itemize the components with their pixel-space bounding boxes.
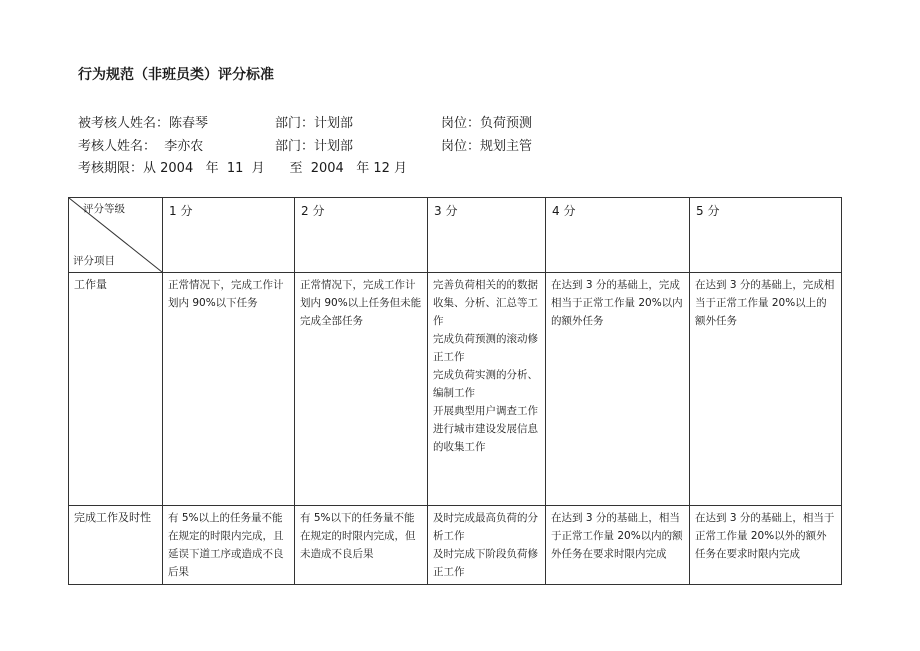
score-3-line: 完善负荷相关的的数据收集、分析、汇总等工作: [433, 279, 538, 327]
assessor-post: 岗位：规划主管: [441, 139, 533, 154]
score-3-cell: [428, 273, 546, 506]
assessee-name: 被考核人姓名：陈春琴: [78, 116, 209, 131]
score-3-line: 完成负荷预测的滚动修正工作: [433, 333, 538, 363]
score-3-line: 及时完成下阶段负荷修正工作: [433, 548, 538, 578]
score-1-cell: 正常情况下，完成工作计划内 90%以下任务: [163, 273, 295, 506]
scoring-table: [68, 197, 842, 585]
score-4-cell: 在达到 3 分的基础上，相当于正常工作量 20%以内的额外任务在要求时限内完成: [546, 506, 690, 585]
assessment-period: 考核期限：从 2004 年 11 月 至 2004 年 12 月: [78, 161, 408, 176]
assessor-department: 部门：计划部: [275, 139, 354, 154]
header-score-3: 3 分: [428, 198, 546, 273]
score-2-cell: 正常情况下，完成工作计划内 90%以上任务但未能完成全部任务: [295, 273, 428, 506]
score-3-line: 开展典型用户调查工作: [433, 405, 538, 417]
score-3-line: 完成负荷实测的分析、编制工作: [433, 369, 538, 399]
header-score-4: 4 分: [546, 198, 690, 273]
corner-item-label: 评分项目: [73, 255, 115, 267]
row-item-label: 完成工作及时性: [69, 506, 163, 585]
assessee-department: 部门：计划部: [275, 116, 354, 131]
header-score-1: 1 分: [163, 198, 295, 273]
header-score-2: 2 分: [295, 198, 428, 273]
table-header-row: [69, 198, 842, 273]
row-item-label: 工作量: [69, 273, 163, 506]
corner-header-cell: [69, 198, 163, 273]
score-1-cell: 有 5%以上的任务量不能在规定的时限内完成，且延误下道工序或造成不良后果: [163, 506, 295, 585]
assessor-name: 考核人姓名： 李亦农: [78, 139, 204, 154]
assessee-post: 岗位：负荷预测: [441, 116, 533, 131]
table-row-timeliness: [69, 506, 842, 585]
score-5-cell: 在达到 3 分的基础上，完成相当于正常工作量 20%以上的额外任务: [690, 273, 842, 506]
document-title: 行为规范（非班员类）评分标准: [78, 67, 274, 83]
header-score-5: 5 分: [690, 198, 842, 273]
score-4-cell: 在达到 3 分的基础上，完成相当于正常工作量 20%以内的额外任务: [546, 273, 690, 506]
score-3-cell: [428, 506, 546, 585]
score-3-line: 及时完成最高负荷的分析工作: [433, 512, 538, 542]
table-row-workload: [69, 273, 842, 506]
corner-level-label: 评分等级: [83, 203, 125, 215]
score-2-cell: 有 5%以下的任务量不能在规定的时限内完成，但未造成不良后果: [295, 506, 428, 585]
score-5-cell: 在达到 3 分的基础上，相当于正常工作量 20%以外的额外任务在要求时限内完成: [690, 506, 842, 585]
score-3-line: 进行城市建设发展信息的收集工作: [433, 423, 538, 453]
